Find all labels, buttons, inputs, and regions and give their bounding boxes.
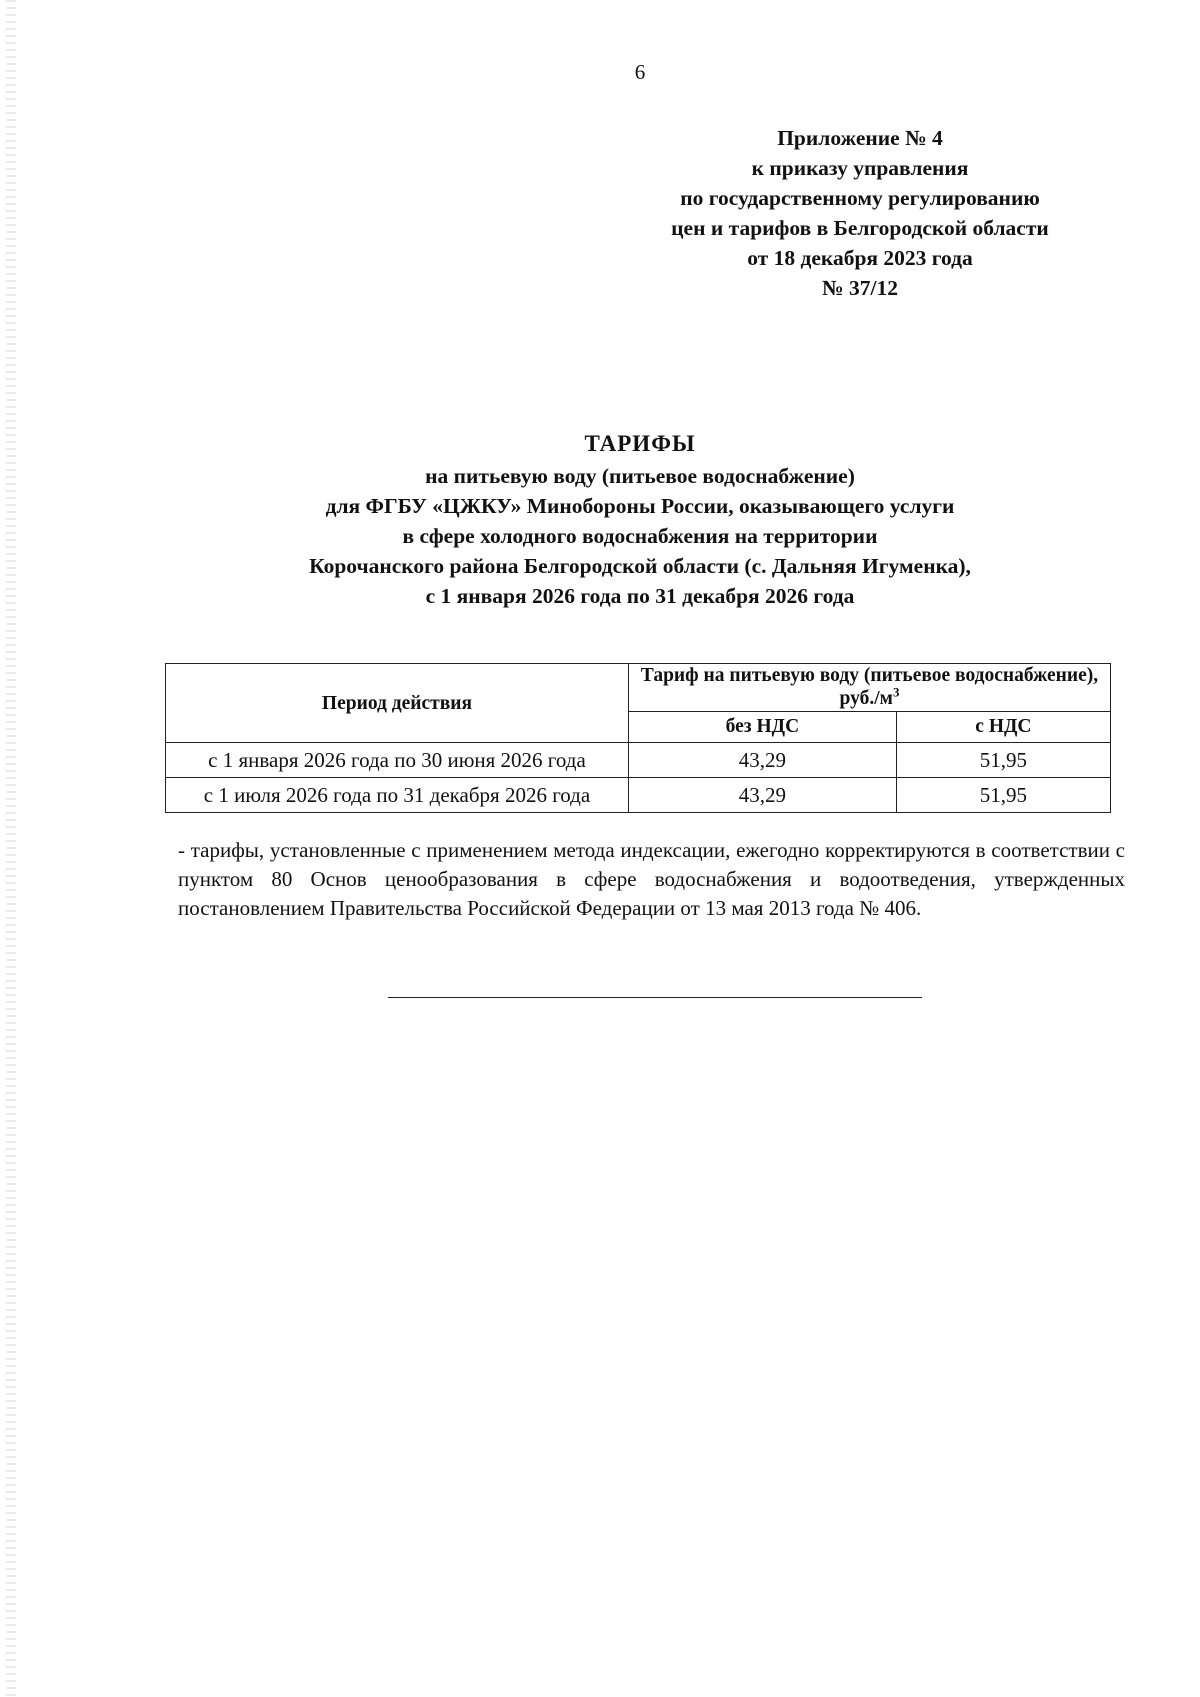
footnote: - тарифы, установленные с применением метода индексации, ежегодно корректируются в соответствии с пунктом 80 Основ ценообразования в сфере водоснабжения и водоотведения, утвержденных постановлением Правительства Российской Федерации от 13 мая 2013 года № 406. [178, 838, 1125, 920]
main-title: ТАРИФЫ [584, 431, 696, 456]
header-with-vat: с НДС [896, 711, 1110, 742]
cell-period: с 1 января 2026 года по 30 июня 2026 года [166, 743, 629, 778]
header-tariff [629, 664, 1111, 712]
table-row [166, 778, 1111, 813]
cell-period: с 1 июля 2026 года по 31 декабря 2026 года [166, 778, 629, 813]
header-tariff-label: Тариф на питьевую воду (питьевое водоснабжение), руб./м [640, 665, 1099, 710]
header-period-label: Период действия [321, 692, 473, 714]
table-header-row [166, 664, 1111, 712]
cell-with-vat: 51,95 [896, 778, 1110, 813]
appendix-line: цен и тарифов в Белгородской области [671, 216, 1049, 240]
tariff-table [165, 663, 1111, 813]
header-period [166, 664, 629, 743]
cell-no-vat: 43,29 [629, 743, 897, 778]
appendix-header [600, 123, 1120, 303]
title-line: в сфере холодного водоснабжения на территории [402, 524, 878, 548]
table-row [166, 743, 1111, 778]
appendix-line: к приказу управления [751, 156, 969, 180]
document-title [140, 427, 1140, 611]
title-line: для ФГБУ «ЦЖКУ» Минобороны России, оказывающего услуги [325, 494, 955, 518]
title-line: на питьевую воду (питьевое водоснабжение) [425, 464, 855, 488]
title-line: с 1 января 2026 года по 31 декабря 2026 года [425, 584, 855, 608]
header-tariff-superscript: 3 [892, 684, 900, 700]
appendix-line: по государственному регулированию [680, 186, 1040, 210]
cell-no-vat: 43,29 [629, 778, 897, 813]
appendix-line: № 37/12 [822, 276, 898, 300]
header-no-vat: без НДС [629, 711, 897, 742]
scan-edge-artifact [6, 0, 16, 1697]
page-number: 6 [634, 60, 646, 84]
closing-rule [388, 997, 922, 998]
cell-with-vat: 51,95 [896, 743, 1110, 778]
title-line: Корочанского района Белгородской области (с. Дальняя Игуменка), [309, 554, 971, 578]
appendix-line: Приложение № 4 [777, 126, 943, 150]
appendix-line: от 18 декабря 2023 года [747, 246, 973, 270]
